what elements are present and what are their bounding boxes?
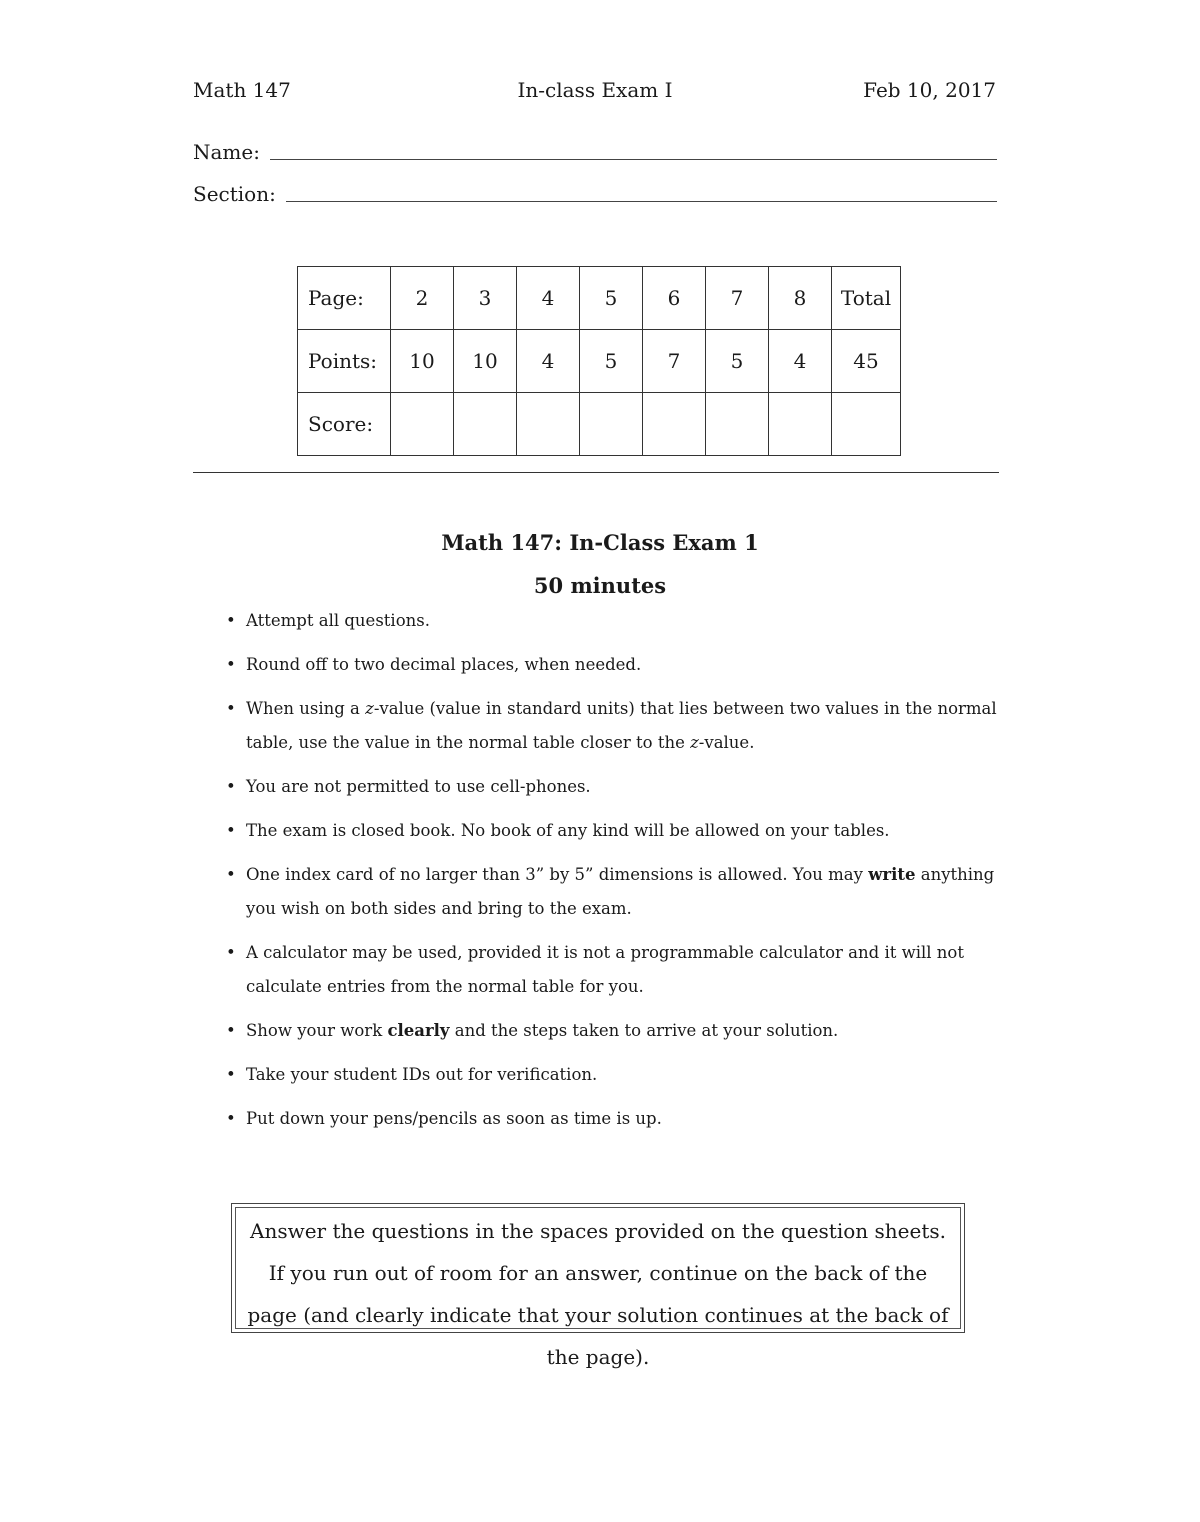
section-line[interactable] — [286, 200, 997, 202]
answer-note-box — [231, 1203, 965, 1369]
points-row — [298, 330, 901, 393]
bullet-icon: • — [226, 1065, 236, 1084]
instruction-text: -value (value in standard units) that lies between two values in the normal table, use the value in the normal table closer to the — [246, 699, 997, 752]
instruction-text: write — [868, 865, 916, 884]
points-cell-total: 45 — [832, 330, 901, 393]
points-cell: 4 — [769, 330, 832, 393]
bullet-icon: • — [226, 611, 236, 630]
page-cell: 4 — [517, 267, 580, 330]
bullet-icon: • — [226, 655, 236, 674]
instruction-item — [226, 648, 1006, 682]
bullet-icon: • — [226, 699, 236, 718]
score-cell[interactable] — [517, 393, 580, 456]
instruction-item — [226, 770, 1006, 804]
instruction-text: and the steps taken to arrive at your solution. — [449, 1021, 839, 1040]
score-cell[interactable] — [391, 393, 454, 456]
instruction-text: clearly — [387, 1021, 450, 1040]
instruction-text: z — [690, 733, 699, 752]
points-cell: 4 — [517, 330, 580, 393]
duration-heading: 50 minutes — [533, 573, 667, 598]
instruction-text: z — [365, 699, 374, 718]
score-cell[interactable] — [769, 393, 832, 456]
bullet-icon: • — [226, 777, 236, 796]
bullet-icon: • — [226, 943, 236, 962]
points-cell: 5 — [580, 330, 643, 393]
instruction-item — [226, 1102, 1006, 1136]
instructions-list — [226, 604, 1006, 1146]
instruction-text: Show your work — [246, 1021, 388, 1040]
score-table — [297, 266, 901, 456]
bullet-icon: • — [226, 1109, 236, 1128]
instruction-item — [226, 936, 1006, 1004]
instruction-text: Round off to two decimal places, when needed. — [246, 655, 642, 674]
name-label: Name: — [193, 140, 260, 164]
points-cell: 7 — [643, 330, 706, 393]
points-cell: 5 — [706, 330, 769, 393]
score-cell[interactable] — [706, 393, 769, 456]
exam-heading: Math 147: In-Class Exam 1 — [441, 530, 759, 555]
instruction-text: One index card of no larger than 3” by 5” dimensions is allowed. You may — [246, 865, 869, 884]
bullet-icon: • — [226, 821, 236, 840]
page-cell: 8 — [769, 267, 832, 330]
page-row-label: Page: — [298, 267, 391, 330]
points-row-label: Points: — [298, 330, 391, 393]
instruction-text: The exam is closed book. No book of any kind will be allowed on your tables. — [246, 821, 890, 840]
page-cell-total: Total — [832, 267, 901, 330]
instruction-item — [226, 814, 1006, 848]
points-cell: 10 — [391, 330, 454, 393]
name-field[interactable] — [193, 140, 997, 164]
instruction-text: anything you wish on both sides and bring to the exam. — [246, 865, 995, 918]
page-cell: 2 — [391, 267, 454, 330]
instruction-item — [226, 1014, 1006, 1048]
name-line[interactable] — [270, 158, 997, 160]
exam-date: Feb 10, 2017 — [863, 78, 996, 102]
instruction-item — [226, 858, 1006, 926]
page-cell: 5 — [580, 267, 643, 330]
page-cell: 6 — [643, 267, 706, 330]
score-row-label: Score: — [298, 393, 391, 456]
page-cell: 7 — [706, 267, 769, 330]
score-cell[interactable] — [580, 393, 643, 456]
exam-title-header: In-class Exam I — [517, 78, 673, 102]
instruction-text: Put down your pens/pencils as soon as time is up. — [246, 1109, 662, 1128]
divider — [193, 472, 999, 473]
score-row — [298, 393, 901, 456]
page-cell: 3 — [454, 267, 517, 330]
score-cell[interactable] — [643, 393, 706, 456]
instruction-item — [226, 692, 1006, 760]
instruction-text: A calculator may be used, provided it is not a programmable calculator and it will not calculate entries from the normal table for you. — [246, 943, 964, 996]
instruction-item — [226, 604, 1006, 638]
bullet-icon: • — [226, 1021, 236, 1040]
bullet-icon: • — [226, 865, 236, 884]
score-cell[interactable] — [454, 393, 517, 456]
instruction-text: When using a — [246, 699, 366, 718]
score-cell-total[interactable] — [832, 393, 901, 456]
section-field[interactable] — [193, 182, 997, 206]
section-label: Section: — [193, 182, 276, 206]
course-name: Math 147 — [193, 78, 291, 102]
instruction-text: Take your student IDs out for verification. — [246, 1065, 598, 1084]
points-cell: 10 — [454, 330, 517, 393]
instruction-item — [226, 1058, 1006, 1092]
answer-note-text: Answer the questions in the spaces provided on the question sheets. If you run out of room for an answer, continue on the back of the page (and clearly indicate that your solution continues at the back of the page). — [235, 1207, 961, 1329]
page-row — [298, 267, 901, 330]
instruction-text: Attempt all questions. — [246, 611, 430, 630]
instruction-text: -value. — [698, 733, 755, 752]
instruction-text: You are not permitted to use cell-phones. — [246, 777, 591, 796]
